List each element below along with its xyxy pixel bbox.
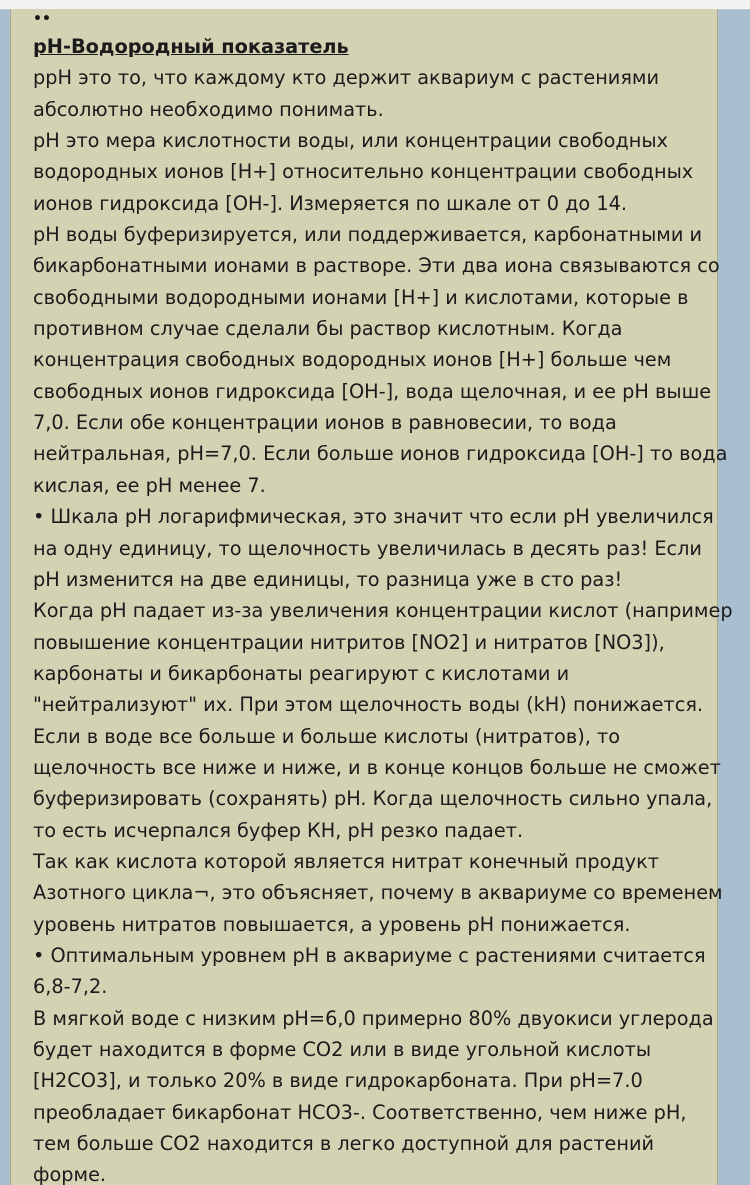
post-line: В мягкой воде с низким pH=6,0 примерно 80% двуокиси углерода (33, 1006, 714, 1030)
post-line: pH воды буферизируется, или поддерживается, карбонатными и (33, 223, 703, 247)
bullet-marker: •• (33, 11, 51, 27)
post-line: 6,8-7,2. (33, 975, 108, 999)
post-line: Если в воде все больше и больше кислоты (нитратов), то (33, 724, 621, 748)
post-line: будет находится в форме CO2 или в виде угольной кислоты (33, 1038, 652, 1061)
post-line: буферизировать (сохранять) pH. Когда щелочность сильно упала, (33, 787, 713, 811)
post-title-link[interactable]: pH-Водородный показатель (33, 35, 349, 58)
post-line: форме. (33, 1163, 107, 1185)
post-line: то есть исчерпался буфер КН, pH резко падает. (33, 818, 524, 842)
post-line: бикарбонатными ионами в растворе. Эти два иона связываются со (33, 254, 720, 278)
post-line: "нейтрализуют" их. При этом щелочность воды (kH) понижается. (33, 693, 704, 717)
post-line: ионов гидроксида [OH-]. Измеряется по шкале от 0 до 14. (33, 191, 628, 215)
post-line: [H2CO3], и только 20% в виде гидрокарбоната. При pH=7.0 (33, 1069, 643, 1093)
post-line: карбонаты и бикарбонаты реагируют с кислотами и (33, 661, 570, 685)
post-line: тем больше CO2 находится в легко доступной для растений (33, 1132, 655, 1156)
post-line: кислая, ее pH менее 7. (33, 473, 266, 497)
post-line: преобладает бикарбонат HCO3-. Соответственно, чем ниже pH, (33, 1100, 687, 1124)
post-line: ppH это то, что каждому кто держит аквариум с растениями (33, 66, 660, 90)
post-line: противном случае сделали бы раствор кислотным. Когда (33, 317, 623, 341)
post-line: на одну единицу, то щелочность увеличилась в десять раз! Если (33, 536, 702, 560)
post-line: Когда pH падает из-за увеличения концентрации кислот (например (33, 599, 733, 623)
post-line: pH изменится на две единицы, то разница уже в сто раз! (33, 567, 623, 591)
post-line: абсолютно необходимо понимать. (33, 97, 384, 121)
forum-post (10, 9, 733, 1185)
post-line: уровень нитратов повышается, а уровень pH понижается. (33, 912, 631, 936)
post-line: нейтральная, pH=7,0. Если больше ионов гидроксида [OH-] то вода (33, 442, 728, 466)
post-line: pH это мера кислотности воды, или концентрации свободных (33, 129, 668, 153)
post-line: • Шкала pH логарифмическая, это значит что если pH увеличился (33, 505, 714, 529)
post-line: Азотного цикла¬, это объясняет, почему в аквариуме со временем (33, 881, 723, 905)
post-line: водородных ионов [H+] относительно концентрации свободных (33, 160, 694, 184)
post-line: Так как кислота которой является нитрат конечный продукт (33, 849, 659, 873)
post-line: свободными водородными ионами [H+] и кислотами, которые в (33, 285, 689, 309)
post-line: концентрация свободных водородных ионов [H+] больше чем (33, 348, 672, 372)
post-line: повышение концентрации нитритов [NO2] и нитратов [NO3]), (33, 630, 665, 654)
post-line: щелочность все ниже и ниже, и в конце концов больше не сможет (33, 755, 721, 779)
post-line: свободных ионов гидроксида [OH-], вода щелочная, и ее pH выше (33, 379, 712, 403)
post-line: • Оптимальным уровнем pH в аквариуме с растениями считается (33, 943, 706, 967)
post-line: 7,0. Если обе концентрации ионов в равновесии, то вода (33, 411, 617, 435)
post-content (33, 31, 733, 1185)
